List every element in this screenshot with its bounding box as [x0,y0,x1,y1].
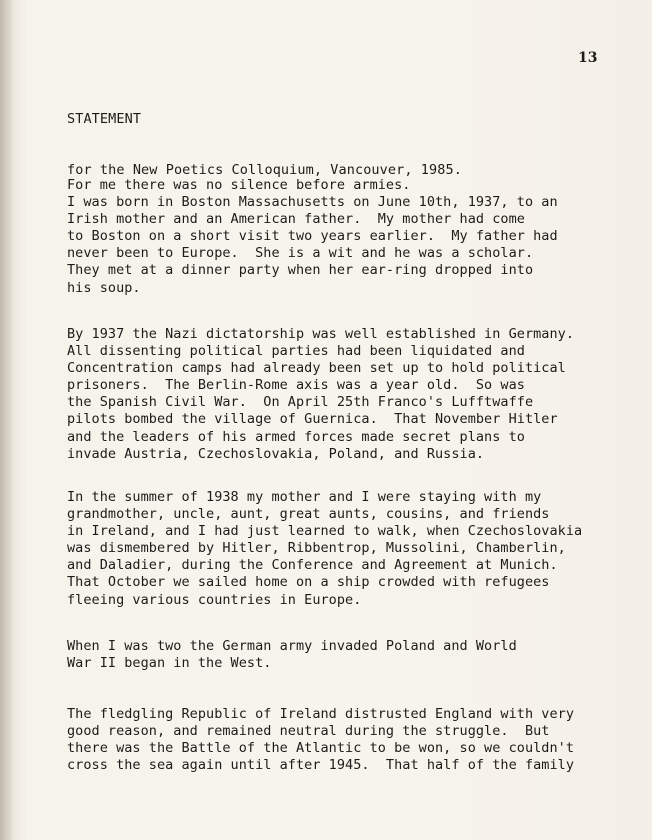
paragraph-line: They met at a dinner party when her ear-ring dropped into [67,262,534,279]
paragraph-line: in Ireland, and I had just learned to walk, when Czechoslovakia [67,523,583,540]
paragraph-line: Concentration camps had already been set up to hold political [67,360,566,377]
paragraph-line: grandmother, uncle, aunt, great aunts, cousins, and friends [67,506,550,523]
paragraph-line: That October we sailed home on a ship crowded with refugees [67,574,550,591]
paragraph-line: was dismembered by Hitler, Ribbentrop, Mussolini, Chamberlin, [67,540,566,557]
paragraph-line: By 1937 the Nazi dictatorship was well established in Germany. [67,326,575,342]
paragraph-line: Irish mother and an American father. My mother had come [67,211,525,228]
paragraph-line: to Boston on a short visit two years earlier. My father had [67,228,558,245]
paragraph-line: his soup. [67,279,141,296]
paragraph-line: good reason, and remained neutral during the struggle. But [67,723,550,740]
paragraph-ireland [67,706,574,774]
paragraph-line: and Daladier, during the Conference and Agreement at Munich. [67,557,558,574]
paragraph-line: the Spanish Civil War. On April 25th Franco's Lufftwaffe [67,394,534,411]
paragraph-line: there was the Battle of the Atlantic to be won, so we couldn't [67,740,575,757]
paragraph-line: pilots bombed the village of Guernica. That November Hitler [67,411,558,428]
paragraph-line: never been to Europe. She is a wit and he was a scholar. [67,245,534,262]
paragraph-line: cross the sea again until after 1945. That half of the family [67,757,575,774]
paragraph-line: When I was two the German army invaded Poland and World [67,638,517,654]
paragraph-line: War II began in the West. [67,655,272,672]
paragraph-world-war [67,638,517,672]
paragraph-line: The fledgling Republic of Ireland distrusted England with very [67,706,575,722]
paragraph-line: All dissenting political parties had been liquidated and [67,343,525,360]
heading-subtitle: for the New Poetics Colloquium, Vancouver, 1985. [67,162,462,178]
paragraph-birth [67,177,558,297]
page-binding-shadow [0,0,14,840]
paragraph-1938 [67,489,582,609]
heading-title: STATEMENT [67,111,142,127]
paragraph-line: invade Austria, Czechoslovakia, Poland, and Russia. [67,445,485,462]
page-number: 13 [578,50,598,66]
paragraph-line: fleeing various countries in Europe. [67,591,362,608]
paragraph-line: I was born in Boston Massachusetts on June 10th, 1937, to an [67,194,558,211]
paragraph-line: In the summer of 1938 my mother and I were staying with my [67,489,542,505]
paragraph-line: For me there was no silence before armies. [67,177,411,193]
paragraph-line: prisoners. The Berlin-Rome axis was a year old. So was [67,377,525,394]
paragraph-line: and the leaders of his armed forces made secret plans to [67,428,525,445]
paragraph-1937 [67,326,574,463]
